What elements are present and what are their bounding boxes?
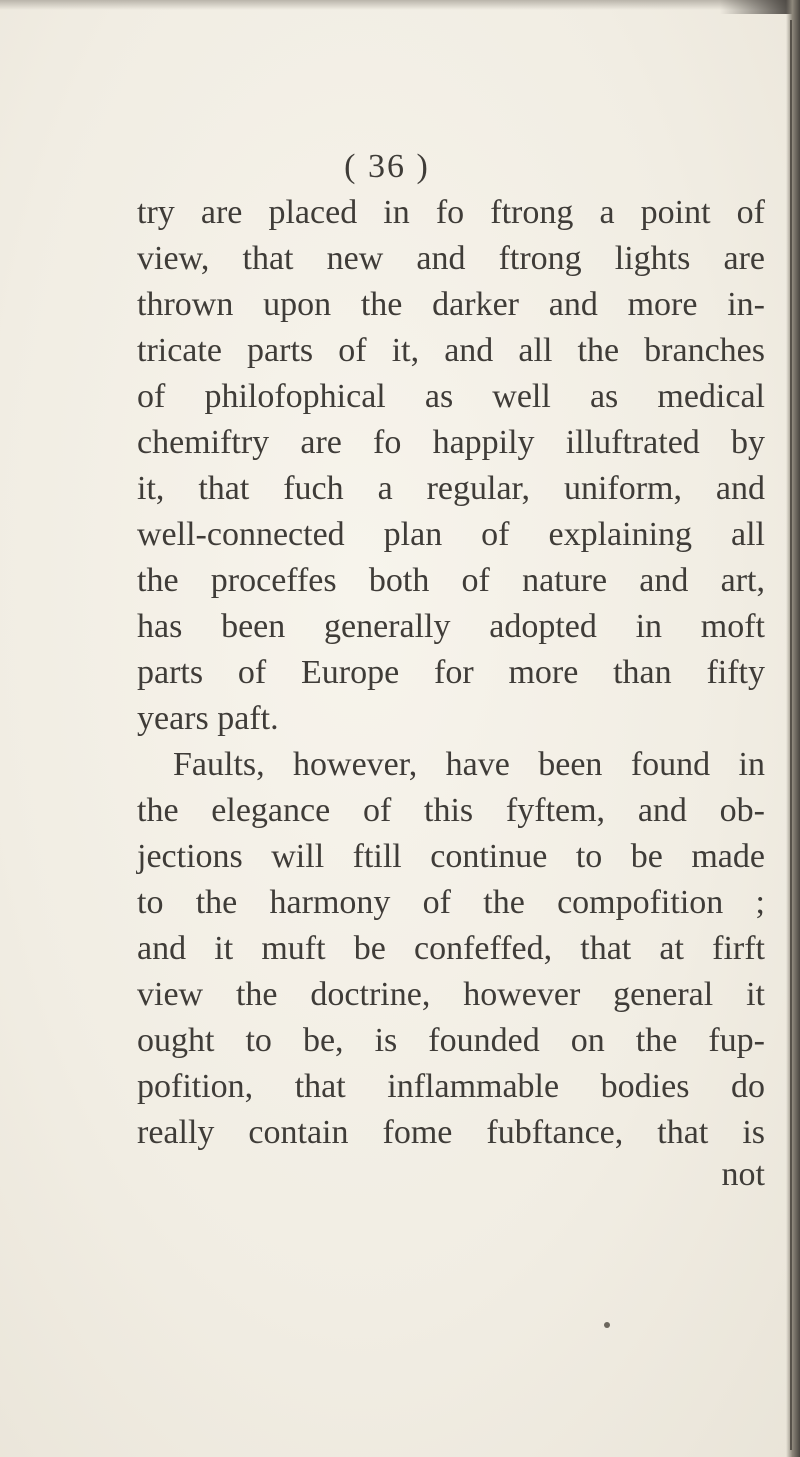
page-number: ( 36 ) [344, 148, 430, 185]
text-line-13: Faults, however, have been found in [173, 746, 765, 783]
text-line-20: pofition, that inflammable bodies do [137, 1068, 765, 1105]
text-line-14: the elegance of this fyftem, and ob- [137, 792, 765, 829]
text-line-3: thrown upon the darker and more in- [137, 286, 765, 323]
text-line-9: the proceffes both of nature and art, [137, 562, 765, 599]
text-line-7: it, that fuch a regular, uniform, and [137, 470, 765, 507]
page-edge-line [790, 20, 792, 1450]
text-line-12: years paft. [137, 700, 279, 737]
text-line-17: and it muft be confeffed, that at firft [137, 930, 765, 967]
text-line-16: to the harmony of the compofition ; [137, 884, 765, 921]
paper-speck [604, 1322, 610, 1328]
text-line-4: tricate parts of it, and all the branches [137, 332, 765, 369]
text-line-1: try are placed in fo ftrong a point of [137, 194, 765, 231]
text-line-15: jections will ftill continue to be made [137, 838, 765, 875]
text-line-19: ought to be, is founded on the fup- [137, 1022, 765, 1059]
text-line-6: chemiftry are fo happily illuftrated by [137, 424, 765, 461]
text-line-5: of philofophical as well as medical [137, 378, 765, 415]
page-top-edge [0, 0, 800, 10]
text-line-10: has been generally adopted in moft [137, 608, 765, 645]
text-line-18: view the doctrine, however general it [137, 976, 765, 1013]
page-binding-edge [786, 0, 800, 1457]
text-line-8: well-connected plan of explaining all [137, 516, 765, 553]
text-line-21: really contain fome fubftance, that is [137, 1114, 765, 1151]
text-line-11: parts of Europe for more than fifty [137, 654, 765, 691]
text-line-2: view, that new and ftrong lights are [137, 240, 765, 277]
catchword: not [721, 1156, 765, 1193]
